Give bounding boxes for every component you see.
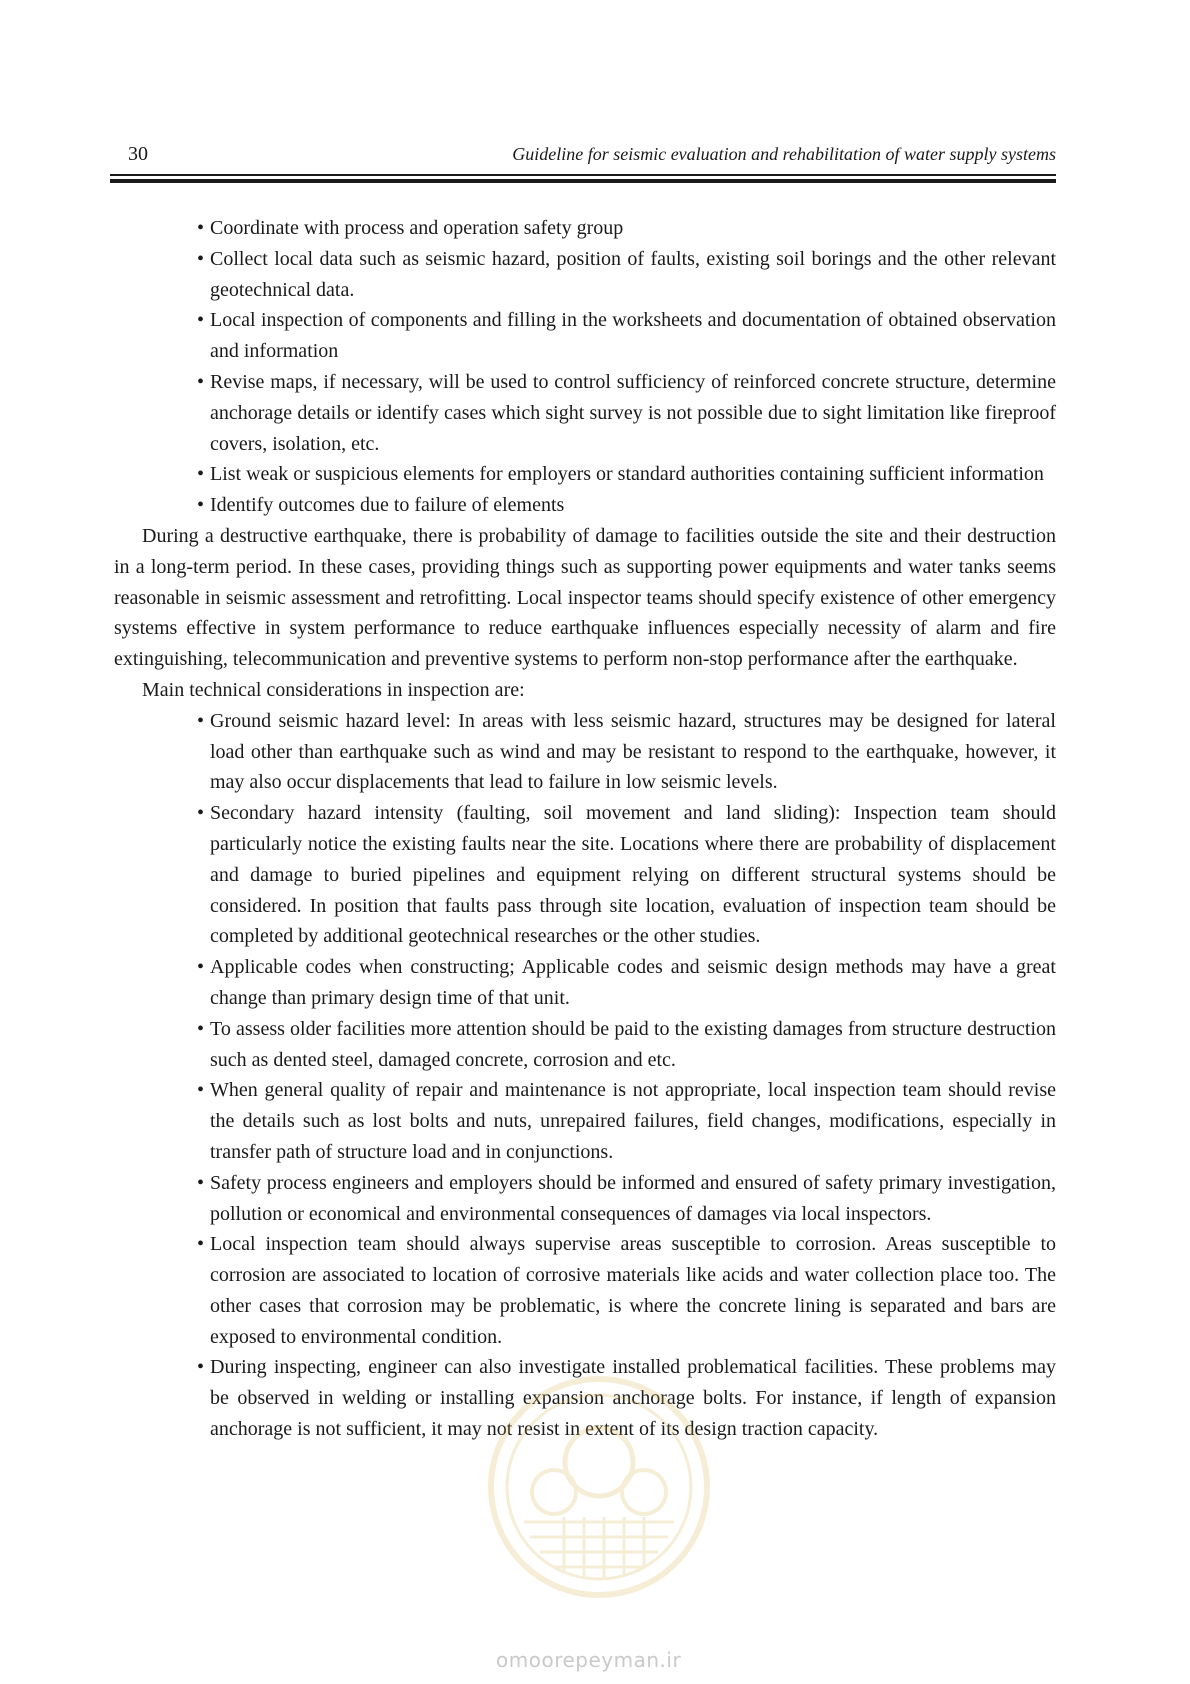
list-item: • Local inspection team should always supervise areas susceptible to corrosion. Areas susceptible to corrosion are associated to location of corrosive materials like acids and water collection place too. The other cases that corrosion may be problematic, is where the concrete lining is separated and bars are exposed to environmental condition. [184, 1229, 1056, 1352]
bullet-icon: • [197, 309, 205, 332]
running-title: Guideline for seismic evaluation and rehabilitation of water supply systems [512, 144, 1056, 164]
watermark-text: omoorepeyman.ir [496, 1648, 682, 1672]
paragraph-considerations-intro: Main technical considerations in inspection are: [142, 678, 525, 701]
bullet-icon: • [197, 1233, 205, 1256]
list-item: • Revise maps, if necessary, will be used to control sufficiency of reinforced concrete structure, determine anchorage details or identify cases which sight survey is not possible due to sight limitation like fireproof covers, isolation, etc. [184, 367, 1056, 459]
header-rule-thick [110, 179, 1056, 183]
list-item: • During inspecting, engineer can also investigate installed problematical facilities. These problems may be observed in welding or installing expansion anchorage bolts. For instance, if length of expansion anchorage is not sufficient, it may not resist in extent of its design traction capacity. [184, 1352, 1056, 1444]
page-body [114, 213, 1056, 1445]
list-item: • To assess older facilities more attention should be paid to the existing damages from structure destruction such as dented steel, damaged concrete, corrosion and etc. [184, 1014, 1056, 1076]
bullet-icon: • [197, 1171, 205, 1194]
list-item: • Safety process engineers and employers should be informed and ensured of safety primary investigation, pollution or economical and environmental consequences of damages via local inspectors. [184, 1168, 1056, 1230]
header-rule-thin [110, 174, 1056, 176]
page-header [110, 136, 1056, 172]
list-item: • List weak or suspicious elements for employers or standard authorities containing sufficient information [184, 459, 1056, 490]
bullet-icon: • [197, 1017, 205, 1040]
bullet-icon: • [197, 1356, 205, 1379]
bullet-icon: • [197, 494, 205, 517]
bullet-icon: • [197, 217, 205, 239]
page-number: 30 [128, 143, 148, 165]
list-item: • Secondary hazard intensity (faulting, soil movement and land sliding): Inspection team should particularly notice the existing faults near the site. Locations where there are probability of displacement and damage to buried pipelines and equipment relying on different structural systems should be considered. In position that faults pass through site location, evaluation of inspection team should be completed by additional geotechnical researches or the other studies. [184, 798, 1056, 952]
list-item: • Collect local data such as seismic hazard, position of faults, existing soil borings and the other relevant geotechnical data. [184, 244, 1056, 306]
list-item: • Applicable codes when constructing; Applicable codes and seismic design methods may have a great change than primary design time of that unit. [184, 952, 1056, 1014]
bullet-list-considerations [114, 706, 1056, 1445]
bullet-icon: • [197, 463, 205, 486]
bullet-icon: • [197, 1079, 205, 1102]
list-item: • Coordinate with process and operation safety group [184, 213, 1056, 244]
bullet-icon: • [197, 956, 205, 979]
list-item: • Local inspection of components and filling in the worksheets and documentation of obtained observation and information [184, 305, 1056, 367]
bullet-icon: • [197, 247, 205, 270]
bullet-icon: • [197, 802, 205, 825]
paragraph-destructive-earthquake: During a destructive earthquake, there is probability of damage to facilities outside the site and their destruction in a long-term period. In these cases, providing things such as supporting power equipments and water tanks seems reasonable in seismic assessment and retrofitting. Local inspector teams should specify existence of other emergency systems effective in system performance to reduce earthquake influences especially necessity of alarm and fire extinguishing, telecommunication and preventive systems to perform non-stop performance after the earthquake. [114, 524, 1056, 671]
list-item: • Ground seismic hazard level: In areas with less seismic hazard, structures may be designed for lateral load other than earthquake such as wind and may be resistant to respond to the earthquake, however, it may also occur displacements that lead to failure in low seismic levels. [184, 706, 1056, 798]
bullet-icon: • [197, 709, 205, 732]
list-item: • Identify outcomes due to failure of elements [184, 490, 1056, 521]
list-item: • When general quality of repair and maintenance is not appropriate, local inspection team should revise the details such as lost bolts and nuts, unrepaired failures, field changes, modifications, especially in transfer path of structure load and in conjunctions. [184, 1075, 1056, 1167]
bullet-icon: • [197, 370, 205, 393]
bullet-list-tasks [114, 213, 1056, 521]
